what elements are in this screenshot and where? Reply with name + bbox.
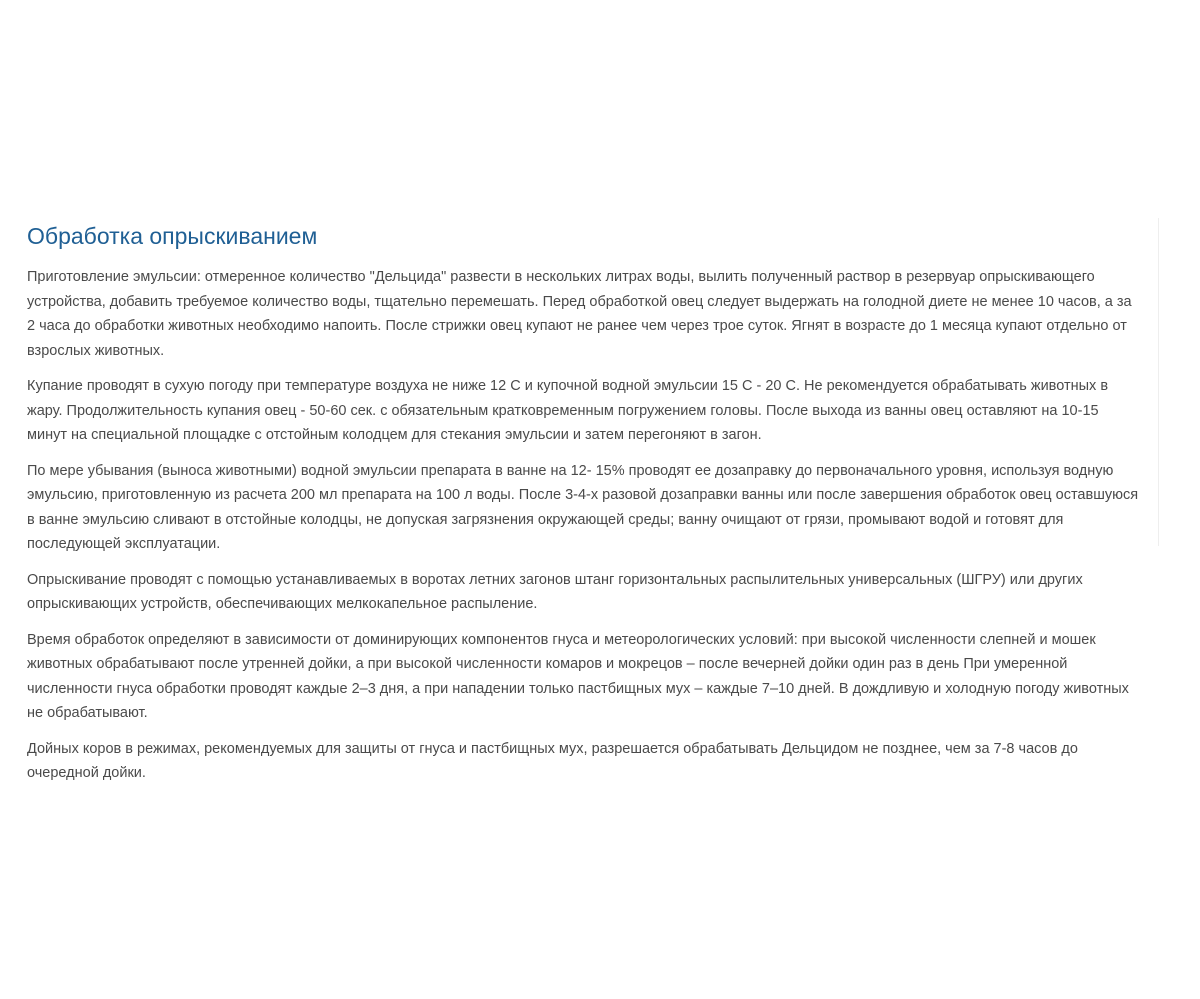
- article-paragraph-timing: Время обработок определяют в зависимости от доминирующих компонентов гнуса и метеорологических условий: при высокой численности слепней и мошек животных обрабатывают после утренней дойки, а при высокой численности комаров и мокрецов – после вечерней дойки один раз в день При умеренной численности гнуса обработки проводят каждые 2–3 дня, а при нападении только пастбищных мух – каждые 7–10 дней. В дождливую и холодную погоду животных не обрабатывают.: [27, 631, 1129, 721]
- article-paragraph-bathing: Купание проводят в сухую погоду при температуре воздуха не ниже 12 С и купочной водной эмульсии 15 С - 20 С. Не рекомендуется обрабатывать животных в жару. Продолжительность купания овец - 50-60 сек. с обязательным кратковременным погружением головы. После выхода из ванны овец оставляют на 10-15 минут на специальной площадке с отстойным колодцем для стекания эмульсии и затем перегоняют в загон.: [27, 378, 1109, 443]
- article-paragraph-dairy-cows: Дойных коров в режимах, рекомендуемых для защиты от гнуса и пастбищных мух, разрешается обрабатывать Дельцидом не позднее, чем за 7-8 часов до очередной дойки.: [27, 740, 1078, 781]
- article-paragraph-refilling: По мере убывания (выноса животными) водной эмульсии препарата в ванне на 12- 15% проводят ее дозаправку до первоначального уровня, используя водную эмульсию, приготовленную из расчета 200 мл препарата на 100 л воды. После 3-4-х разовой дозаправки ванны или после завершения обработок овец оставшуюся в ванне эмульсию сливают в отстойные колодцы, не допуская загрязнения окружающей среды; ванну очищают от грязи, промывают водой и готовят для последующей эксплуатации.: [27, 462, 1139, 552]
- article-title: Обработка опрыскиванием: [27, 223, 318, 249]
- article-paragraph-preparation: Приготовление эмульсии: отмеренное количество "Дельцида" развести в нескольких литрах воды, вылить полученный раствор в резервуар опрыскивающего устройства, добавить требуемое количество воды, тщательно перемешать. Перед обработкой овец следует выдержать на голодной диете не менее 10 часов, а за 2 часа до обработки животных необходимо напоить. После стрижки овец купают не ранее чем через трое суток. Ягнят в возрасте до 1 месяца купают отдельно от взрослых животных.: [27, 269, 1132, 359]
- article: [27, 221, 1139, 797]
- sidebar-divider: [1158, 218, 1159, 546]
- article-paragraph-spraying: Опрыскивание проводят с помощью устанавливаемых в воротах летних загонов штанг горизонтальных распылительных универсальных (ШГРУ) или других опрыскивающих устройств, обеспечивающих мелкокапельное распыление.: [27, 571, 1083, 612]
